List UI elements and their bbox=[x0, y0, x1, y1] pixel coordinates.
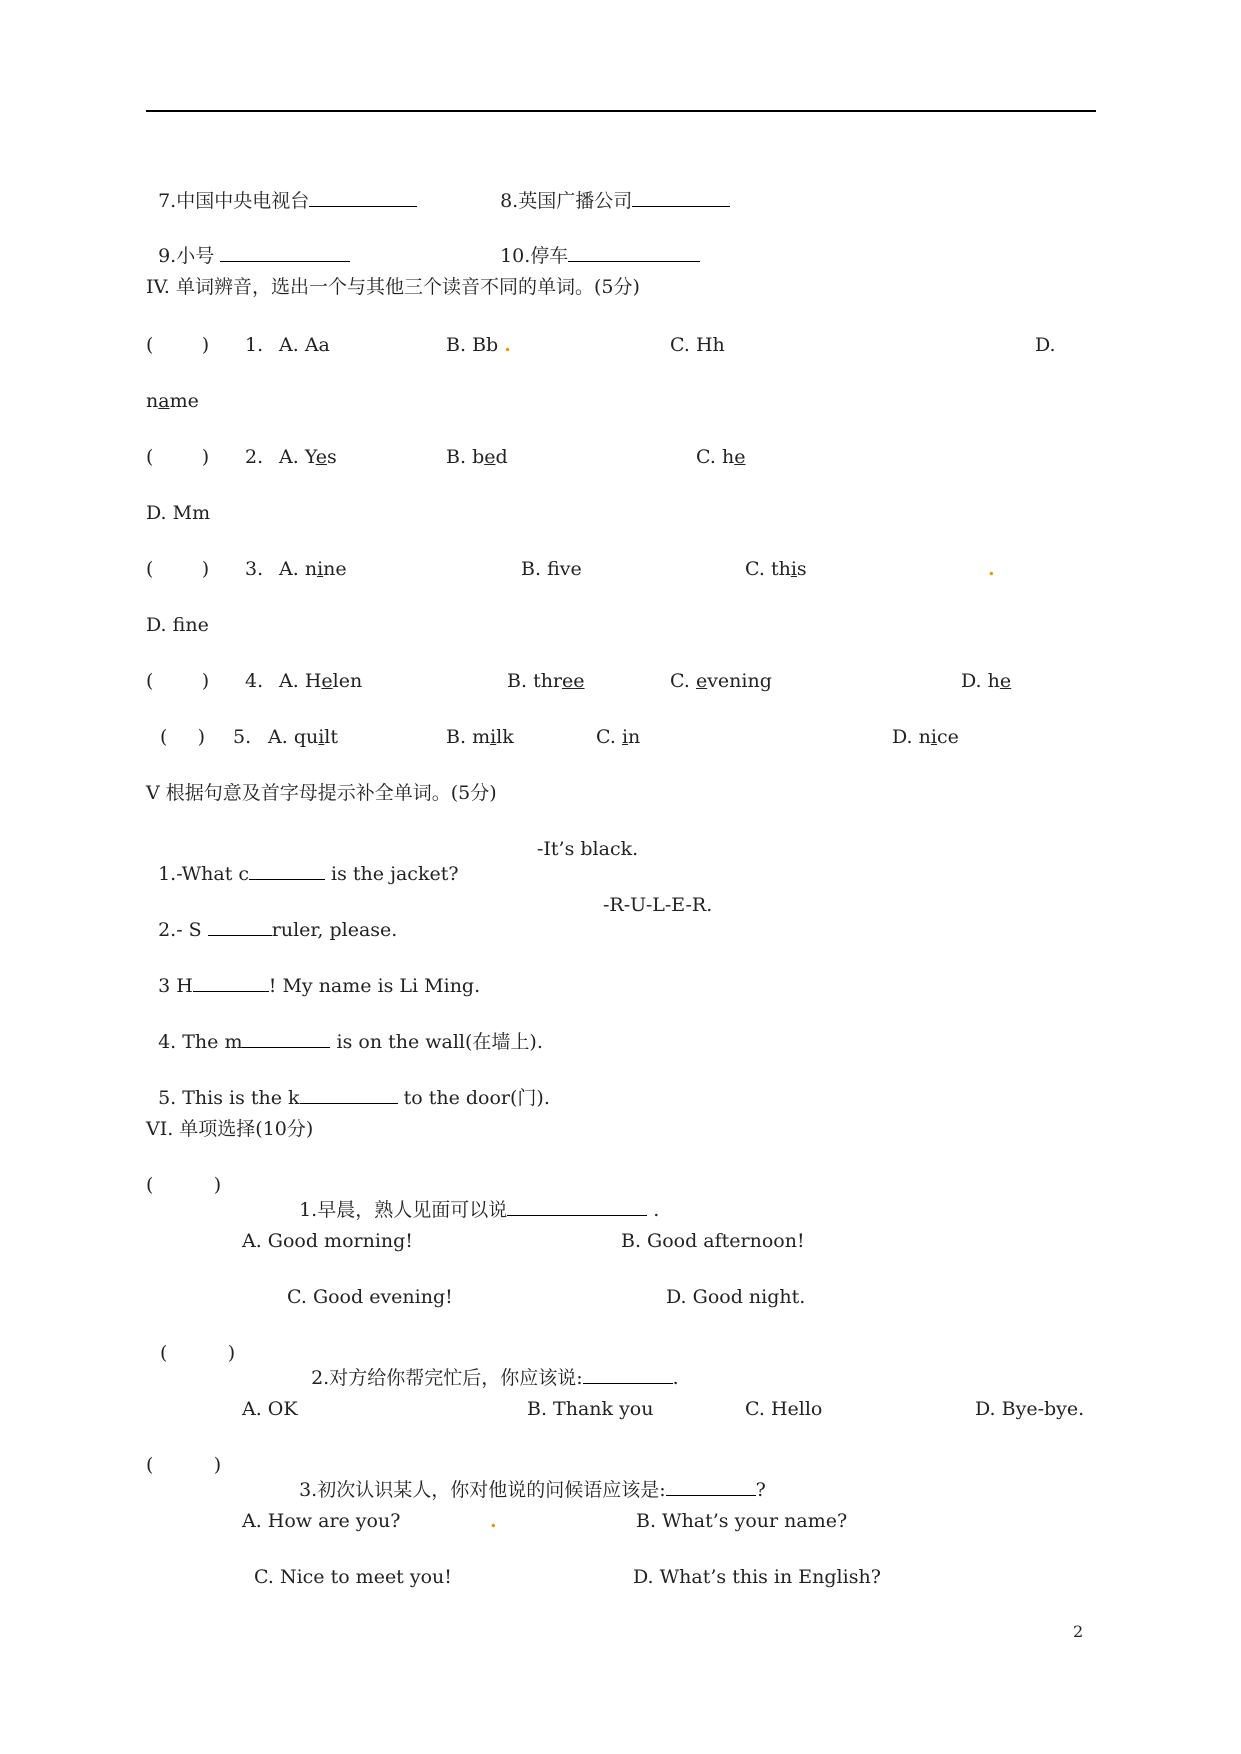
s4-q5-option-a: A. quilt bbox=[268, 726, 339, 748]
answer-blank[interactable] bbox=[220, 243, 350, 262]
s4-q4-option-a: A. Helen bbox=[279, 670, 363, 692]
orange-dot: . bbox=[504, 334, 511, 356]
answer-blank[interactable] bbox=[666, 1477, 756, 1496]
s6-q3-option-c[interactable]: C. Nice to meet you! bbox=[254, 1566, 452, 1588]
answer-blank[interactable] bbox=[249, 861, 325, 880]
answer-blank[interactable] bbox=[507, 1197, 647, 1216]
vocab-item-9 bbox=[146, 219, 350, 268]
s6-q3-stem: 3.初次认识某人，你对他说的问候语应该是: ? bbox=[299, 1479, 766, 1501]
s4-q1-option-d-label: D. bbox=[1035, 334, 1056, 356]
s4-q1-option-c: C. Hh bbox=[670, 334, 725, 356]
answer-blank[interactable] bbox=[568, 243, 700, 262]
s4-q4-paren[interactable]: ( ) bbox=[146, 670, 210, 692]
section-4-title: IV. 单词辨音，选出一个与其他三个读音不同的单词。(5分) bbox=[146, 276, 640, 298]
s6-q1-paren[interactable]: ( ) bbox=[146, 1174, 222, 1196]
answer-blank[interactable] bbox=[300, 1085, 398, 1104]
s4-q3-option-a: A. nine bbox=[279, 558, 347, 580]
section-5-title: V 根据句意及首字母提示补全单词。(5分) bbox=[146, 782, 497, 804]
s6-q3-option-d[interactable]: D. What’s this in English? bbox=[633, 1566, 881, 1588]
s5-q5: 5. This is the k to the door(门). bbox=[158, 1087, 550, 1109]
s6-q3-option-a[interactable]: A. How are you? bbox=[242, 1510, 401, 1532]
s4-q1-option-a: A. Aa bbox=[279, 334, 330, 356]
s4-q1-option-b: B. Bb . bbox=[446, 334, 511, 356]
s6-q1-option-b[interactable]: B. Good afternoon! bbox=[621, 1230, 805, 1252]
s6-q2-paren[interactable]: ( ) bbox=[160, 1342, 236, 1364]
s4-q3-option-b: B. fve bbox=[521, 558, 582, 580]
vocab-item-10 bbox=[488, 219, 700, 268]
s4-q1-option-d-word: name bbox=[146, 390, 199, 412]
s4-q4-num: 4. bbox=[245, 670, 264, 692]
s6-q2-stem: 2.对方给你帮完忙后，你应该说: . bbox=[311, 1367, 679, 1389]
s4-q3-num: 3. bbox=[245, 558, 264, 580]
s4-q5-paren[interactable]: ( ) bbox=[160, 726, 206, 748]
s6-q2-option-a[interactable]: A. OK bbox=[242, 1398, 298, 1420]
s4-q5-option-d: D. nice bbox=[892, 726, 959, 748]
vocab-item-8-text: 8.英国广播公司 bbox=[500, 190, 633, 212]
s6-q1-stem: 1.早晨，熟人见面可以说 . bbox=[299, 1199, 660, 1221]
s4-q5-num: 5. bbox=[233, 726, 252, 748]
s5-q4: 4. The m is on the wall(在墙上). bbox=[158, 1031, 543, 1053]
s6-q1-option-a[interactable]: A. Good morning! bbox=[242, 1230, 413, 1252]
s4-q5-option-b: B. milk bbox=[446, 726, 514, 748]
s6-q2-option-d[interactable]: D. Bye-bye. bbox=[975, 1398, 1085, 1420]
s4-q3-option-c: C. this bbox=[745, 558, 807, 580]
s4-q4-option-b: B. three bbox=[507, 670, 585, 692]
s4-q4-option-d: D. he bbox=[961, 670, 1012, 692]
s4-q1-num: 1. bbox=[245, 334, 264, 356]
orange-dot: . bbox=[490, 1510, 497, 1532]
s6-q2-option-c[interactable]: C. Hello bbox=[745, 1398, 823, 1420]
s4-q1-paren[interactable]: ( ) bbox=[146, 334, 210, 356]
s4-q2-option-d: D. Mm bbox=[146, 502, 211, 524]
s5-q1-reply: -It’s black. bbox=[537, 838, 639, 860]
s6-q2-option-b[interactable]: B. Thank you bbox=[527, 1398, 654, 1420]
s5-q3: 3 H ! My name is Li Ming. bbox=[158, 975, 481, 997]
s4-q3-paren[interactable]: ( ) bbox=[146, 558, 210, 580]
s4-q2-paren[interactable]: ( ) bbox=[146, 446, 210, 468]
vocab-item-7 bbox=[146, 164, 417, 213]
answer-blank[interactable] bbox=[208, 917, 272, 936]
s5-q2: 2.- S ruler, please. bbox=[158, 919, 398, 941]
s4-q2-option-a: A. Yes bbox=[279, 446, 337, 468]
s5-q1: 1.-What c is the jacket? bbox=[158, 863, 459, 885]
vocab-item-10-text: 10.停车 bbox=[500, 245, 569, 267]
s4-q2-num: 2. bbox=[245, 446, 264, 468]
s4-q3-option-d: D. fne bbox=[146, 614, 209, 636]
answer-blank[interactable] bbox=[583, 1365, 673, 1384]
vocab-item-9-text: 9.小号 bbox=[158, 245, 221, 267]
header-rule bbox=[146, 110, 1096, 112]
s4-q5-option-c: C. in bbox=[596, 726, 641, 748]
answer-blank[interactable] bbox=[309, 188, 417, 207]
s6-q1-option-c[interactable]: C. Good evening! bbox=[287, 1286, 453, 1308]
answer-blank[interactable] bbox=[632, 188, 730, 207]
s6-q1-option-d[interactable]: D. Good night. bbox=[666, 1286, 806, 1308]
s4-q4-option-c: C. evening bbox=[670, 670, 772, 692]
page-number: 2 bbox=[1073, 1622, 1084, 1641]
s4-q2-option-b: B. bed bbox=[446, 446, 508, 468]
s6-q3-option-b[interactable]: B. What’s your name? bbox=[636, 1510, 848, 1532]
section-6-title: VI. 单项选择(10分) bbox=[146, 1118, 314, 1140]
s4-q2-option-c: C. he bbox=[696, 446, 746, 468]
s6-q3-paren[interactable]: ( ) bbox=[146, 1454, 222, 1476]
answer-blank[interactable] bbox=[242, 1029, 330, 1048]
orange-dot: . bbox=[988, 558, 995, 580]
s5-q2-reply: -R-U-L-E-R. bbox=[603, 894, 713, 916]
vocab-item-8 bbox=[488, 164, 730, 213]
vocab-item-7-text: 7.中国中央电视台 bbox=[158, 190, 310, 212]
answer-blank[interactable] bbox=[193, 973, 269, 992]
